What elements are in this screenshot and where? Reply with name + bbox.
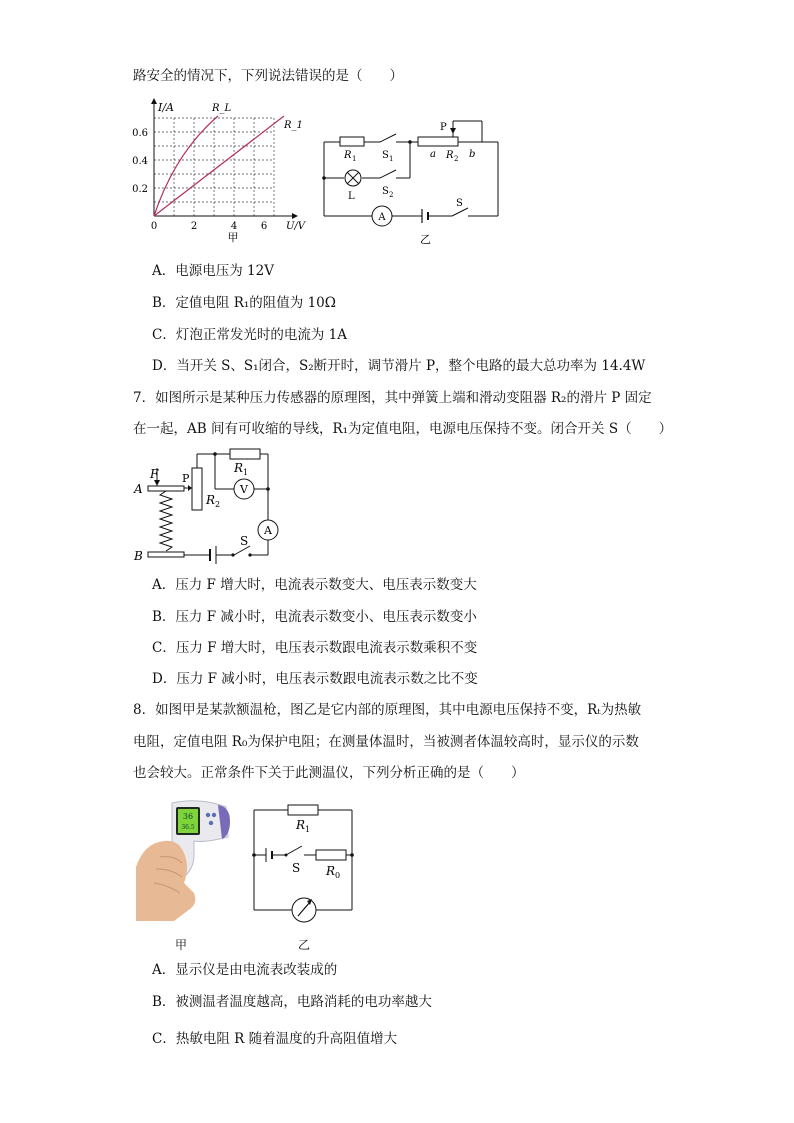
svg-text:1: 1 — [389, 155, 394, 163]
s1-switch — [380, 134, 396, 142]
s-switch — [452, 208, 468, 216]
svg-text:2: 2 — [389, 191, 394, 199]
r2-label: R — [206, 493, 216, 507]
q8-stem-line2: 电阻，定值电阻 R₀为保护电阻；在测量体温时，当被测者体温较高时，显示仪的示数 — [133, 734, 639, 750]
y-tick-02: 0.2 — [132, 184, 148, 195]
r1-resistor — [340, 137, 364, 146]
a-label: a — [430, 149, 436, 160]
q8-option-c[interactable]: C．热敏电阻 R 随着温度的升高阻值增大 — [152, 1031, 398, 1047]
s2-switch — [380, 170, 396, 178]
q8-caption-right: 乙 — [298, 938, 311, 952]
q8-caption-left: 甲 — [175, 938, 188, 952]
s1-label: S — [382, 150, 389, 161]
q6-circuit — [316, 116, 506, 246]
q6-option-c[interactable]: C．灯泡正常发光时的电流为 1A — [152, 327, 347, 343]
q8-thermometer-photo — [134, 797, 234, 922]
b-label: B — [134, 549, 143, 563]
curve-r1 — [154, 116, 284, 216]
display-meter — [292, 898, 316, 922]
l-label: L — [348, 191, 355, 202]
q8-stem-line3: 也会较大。正常条件下关于此测温仪，下列分析正确的是（ ） — [133, 765, 525, 781]
q7-option-d[interactable]: D．压力 F 减小时，电压表示数跟电流表示数之比不变 — [152, 671, 478, 687]
q7-pressure-sensor-figure — [130, 446, 290, 568]
graph-caption: 甲 — [227, 231, 239, 244]
svg-text:1: 1 — [352, 155, 357, 163]
screen-reading-2: 36.5 — [181, 824, 195, 831]
x-axis-label: U/V — [286, 221, 306, 232]
x-axis-arrow-icon — [292, 213, 298, 219]
y-axis-label: I/A — [158, 101, 174, 114]
s2-label: S — [382, 186, 389, 197]
r0-resistor — [316, 850, 346, 860]
curve-r1-label: R_1 — [284, 120, 303, 131]
voltmeter-label: V — [240, 483, 248, 496]
slider-arrow-icon — [450, 128, 456, 134]
y-tick-04: 0.4 — [132, 156, 148, 167]
f-label: F — [150, 467, 159, 481]
r2-rheostat — [192, 468, 202, 510]
r1-label: R — [234, 461, 244, 475]
spring — [160, 491, 172, 551]
svg-text:1: 1 — [305, 825, 311, 834]
q6-option-d[interactable]: D．当开关 S、S₁闭合，S₂断开时，调节滑片 P，整个电路的最大总功率为 14.4W — [152, 358, 646, 374]
plate-b — [148, 552, 184, 557]
q7-stem-line1: 7．如图所示是某种压力传感器的原理图，其中弹簧上端和滑动变阻器 R₂的滑片 P 固定 — [133, 390, 652, 406]
s-switch — [286, 846, 302, 855]
slider-arrow-icon — [188, 485, 192, 491]
svg-text:0: 0 — [335, 871, 341, 880]
svg-text:1: 1 — [243, 468, 249, 477]
x-tick-6: 6 — [260, 221, 268, 232]
p-label: P — [440, 122, 447, 133]
a-label: A — [134, 482, 143, 496]
q7-option-c[interactable]: C．压力 F 增大时，电压表示数跟电流表示数乘积不变 — [152, 640, 478, 656]
svg-text:2: 2 — [454, 155, 459, 163]
q6-stem-tail: 路安全的情况下，下列说法错误的是（ ） — [133, 68, 403, 84]
screen-reading-1: 36 — [182, 812, 194, 821]
x-tick-2: 2 — [190, 221, 198, 232]
ammeter-label: A — [378, 212, 386, 223]
q6-iu-graph — [130, 98, 310, 248]
x-tick-4: 4 — [230, 221, 238, 232]
curve-rl — [154, 116, 218, 216]
b-label: b — [469, 149, 476, 160]
y-tick-06: 0.6 — [132, 128, 148, 139]
r2-rheostat — [418, 137, 458, 146]
y-axis-arrow-icon — [151, 98, 157, 104]
q8-option-a[interactable]: A．显示仪是由电流表改装成的 — [152, 962, 338, 978]
r0-label: R — [326, 864, 336, 878]
r1-resistor — [288, 805, 318, 815]
q8-circuit — [246, 799, 366, 924]
r2-label: R — [446, 150, 454, 161]
graph-grid — [154, 118, 274, 216]
s-label: S — [240, 534, 249, 548]
x-tick-0: 0 — [150, 221, 158, 232]
ammeter-label: A — [264, 524, 272, 537]
q8-stem-line1: 8．如图甲是某款额温枪，图乙是它内部的原理图，其中电源电压保持不变，Rₜ为热敏 — [133, 702, 642, 718]
circuit-caption: 乙 — [420, 233, 431, 246]
q8-option-b[interactable]: B．被测温者温度越高，电路消耗的电功率越大 — [152, 994, 432, 1010]
plate-a — [148, 486, 184, 491]
s-label: S — [292, 861, 301, 875]
r1-label: R — [296, 818, 306, 832]
q6-option-a[interactable]: A．电源电压为 12V — [152, 263, 274, 279]
p-label: P — [182, 472, 190, 485]
svg-text:2: 2 — [215, 500, 221, 509]
r1-resistor — [230, 449, 260, 459]
q7-option-b[interactable]: B．压力 F 减小时，电流表示数变小、电压表示数变小 — [152, 609, 477, 625]
q7-option-a[interactable]: A．压力 F 增大时，电流表示数变大、电压表示数变大 — [152, 577, 477, 593]
q6-option-b[interactable]: B．定值电阻 R₁的阻值为 10Ω — [152, 295, 336, 311]
curve-rl-label: R_L — [212, 103, 232, 114]
s-label: S — [456, 198, 463, 209]
q7-stem-line2: 在一起，AB 间有可收缩的导线，R₁为定值电阻，电源电压保持不变。闭合开关 S（ ） — [133, 421, 673, 437]
r1-label: R — [344, 150, 352, 161]
